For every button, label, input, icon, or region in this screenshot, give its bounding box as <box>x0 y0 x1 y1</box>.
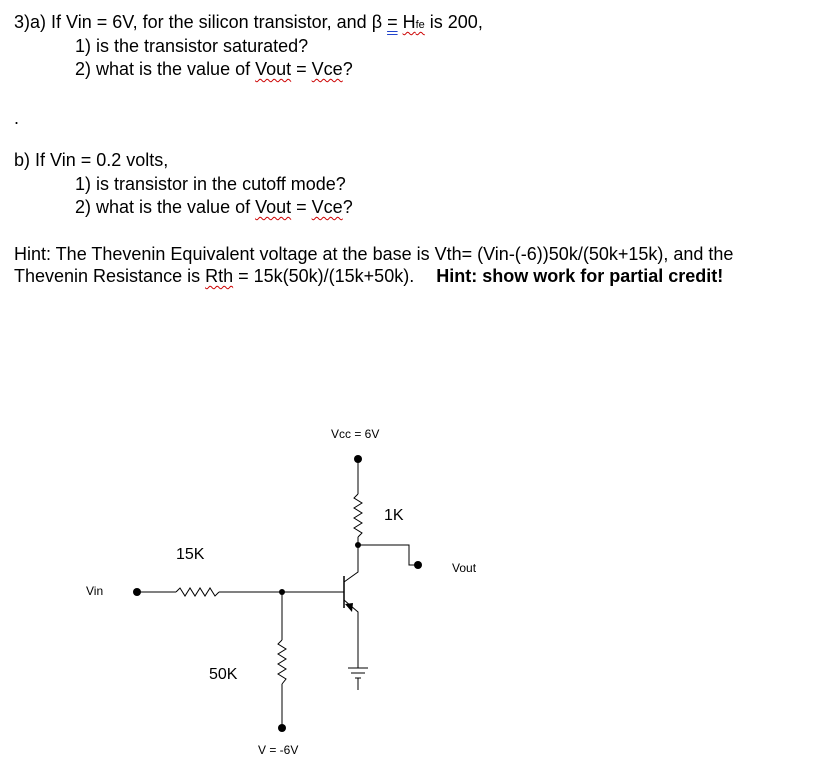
emitter-arrow <box>345 603 353 612</box>
r2-resistor <box>278 640 286 684</box>
q3a-vce: Vce <box>311 59 343 79</box>
q3a-vout: Vout <box>255 59 292 79</box>
vin-label: Vin <box>86 584 104 598</box>
question-3b-line1: b) If Vin = 0.2 volts, <box>14 150 169 170</box>
question-3b-item2: 2) what is the value of Vout = Vce? <box>75 197 353 217</box>
q3b-vce: Vce <box>311 197 343 217</box>
collector-lead <box>344 545 358 582</box>
vneg-node <box>278 724 286 732</box>
vcc-node <box>354 455 362 463</box>
vout-wire <box>358 545 418 565</box>
base-node <box>279 589 285 595</box>
vout-node <box>414 561 422 569</box>
hint-line1: Hint: The Thevenin Equivalent voltage at the base is Vth= (Vin-(-6))50k/(50k+15k), and the <box>14 244 734 264</box>
question-3a-item1: 1) is the transistor saturated? <box>75 36 309 56</box>
q3a-equals: = <box>387 12 398 32</box>
separator-dot: . <box>14 108 20 128</box>
hint-line2: Thevenin Resistance is Rth = 15k(50k)/(15k+50k). Hint: show work for partial credit! <box>14 266 724 286</box>
r1-label: 15K <box>176 546 205 563</box>
vcc-label: Vcc = 6V <box>331 427 380 441</box>
vin-node <box>133 588 141 596</box>
question-3b-item1: 1) is transistor in the cutoff mode? <box>75 174 346 194</box>
collector-resistor <box>354 494 362 537</box>
hint-bold: Hint: show work for partial credit! <box>436 266 724 286</box>
vneg-label: V = -6V <box>258 743 299 757</box>
hint-rth: Rth <box>205 266 234 286</box>
q3a-hfe: Hfe <box>402 12 425 32</box>
q3b-vout: Vout <box>255 197 292 217</box>
question-3a-item2: 2) what is the value of Vout = Vce? <box>75 59 353 79</box>
q3a-suffix: is 200, <box>424 12 483 32</box>
collector-node <box>355 542 361 548</box>
r1-resistor <box>176 588 219 596</box>
vout-label: Vout <box>452 561 477 575</box>
q3a-text: 3)a) If Vin = 6V, for the silicon transistor, and β <box>14 12 388 32</box>
rc-label: 1K <box>384 507 404 524</box>
r2-label: 50K <box>209 666 238 683</box>
